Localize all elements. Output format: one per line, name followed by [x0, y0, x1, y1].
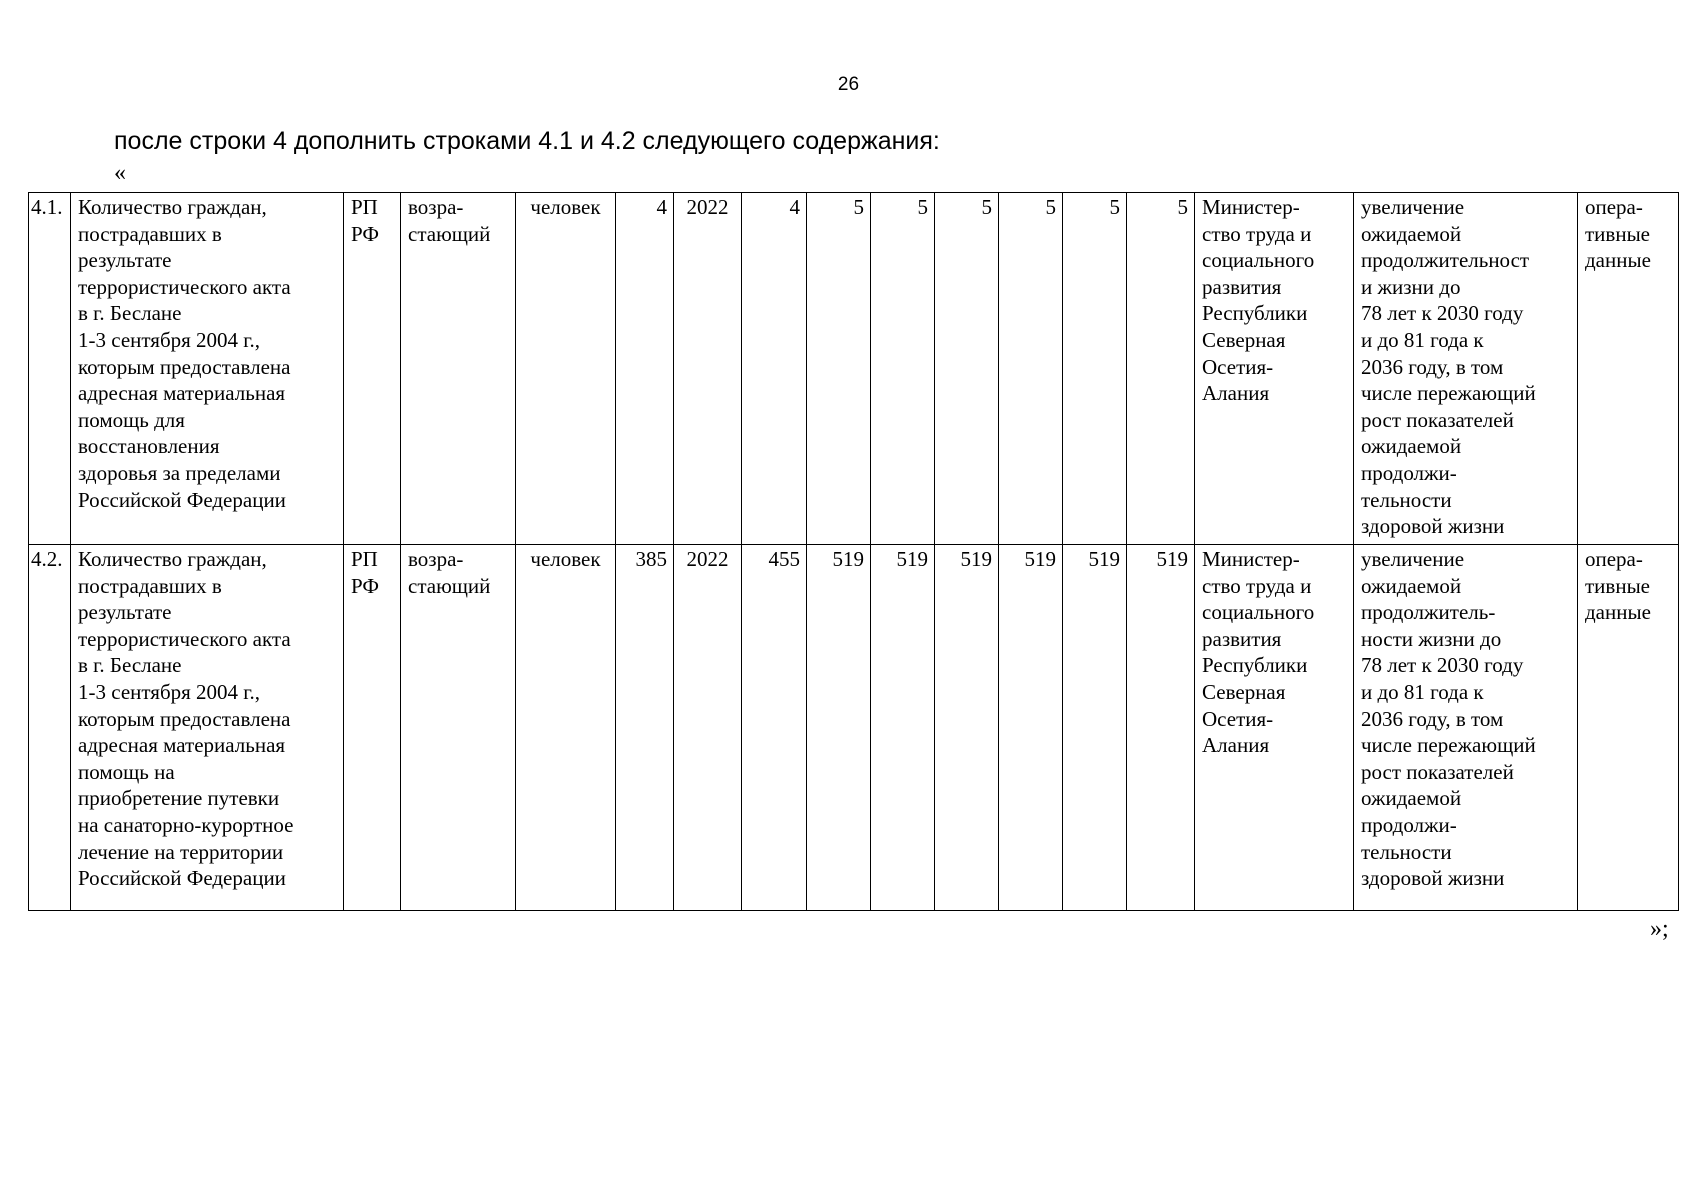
year-value: 519: [1063, 545, 1127, 911]
responsible-body: Министер- ство труда и социального развития Республики Северная Осетия- Алания: [1195, 545, 1354, 911]
row-number: 4.1.: [29, 193, 71, 545]
year-value: 5: [935, 193, 999, 545]
responsible-body: Министер- ство труда и социального развития Республики Северная Осетия- Алания: [1195, 193, 1354, 545]
year-value: 455: [742, 545, 807, 911]
table-row: [29, 193, 1679, 545]
unit-of-measure: человек: [516, 193, 616, 545]
intro-text: после строки 4 дополнить строками 4.1 и 4.2 следующего содержания:: [114, 127, 940, 155]
open-quote: «: [114, 160, 126, 186]
year-value: 519: [807, 545, 871, 911]
base-value: 4: [616, 193, 674, 545]
year-value: 5: [807, 193, 871, 545]
data-source: опера- тивные данные: [1578, 193, 1679, 545]
indicator-level: РП РФ: [344, 193, 401, 545]
year-value: 519: [1127, 545, 1195, 911]
indicator-type: возра- стающий: [401, 193, 516, 545]
year-value: 5: [871, 193, 935, 545]
indicators-table: [28, 192, 1679, 911]
base-year: 2022: [674, 193, 742, 545]
unit-of-measure: человек: [516, 545, 616, 911]
year-value: 5: [999, 193, 1063, 545]
indicator-level: РП РФ: [344, 545, 401, 911]
page-number: 26: [837, 74, 860, 95]
indicator-type: возра- стающий: [401, 545, 516, 911]
data-source: опера- тивные данные: [1578, 545, 1679, 911]
year-value: 519: [999, 545, 1063, 911]
row-number: 4.2.: [29, 545, 71, 911]
year-value: 519: [935, 545, 999, 911]
year-value: 5: [1127, 193, 1195, 545]
base-year: 2022: [674, 545, 742, 911]
indicator-name: Количество граждан, пострадавших в результате террористического акта в г. Беслане 1-3 сентября 2004 г., которым предоставлена адресная материальная помощь для восстановления здоровья за пределами Российской Федерации: [71, 193, 344, 545]
base-value: 385: [616, 545, 674, 911]
close-quote: »;: [1650, 916, 1669, 942]
indicator-name: Количество граждан, пострадавших в результате террористического акта в г. Беслане 1-3 сентября 2004 г., которым предоставлена адресная материальная помощь на приобретение путевки на санаторно-курортное лечение на территории Российской Федерации: [71, 545, 344, 911]
table-row: [29, 545, 1679, 911]
goal-link: увеличение ожидаемой продолжитель- ности жизни до 78 лет к 2030 году и до 81 года к 2036 году, в том числе пережающий рост показателей ожидаемой продолжи- тельности здоровой жизни: [1354, 545, 1578, 911]
year-value: 519: [871, 545, 935, 911]
year-value: 5: [1063, 193, 1127, 545]
year-value: 4: [742, 193, 807, 545]
goal-link: увеличение ожидаемой продолжительност и жизни до 78 лет к 2030 году и до 81 года к 2036 году, в том числе пережающий рост показателей ожидаемой продолжи- тельности здоровой жизни: [1354, 193, 1578, 545]
